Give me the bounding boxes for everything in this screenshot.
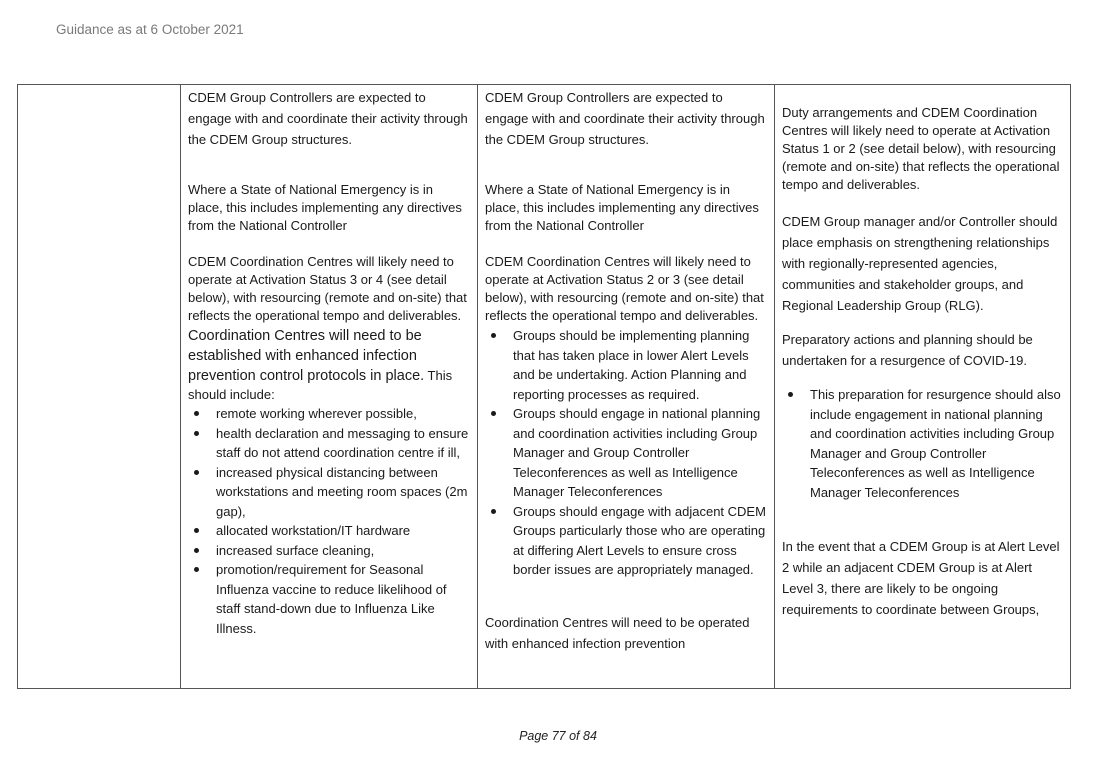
page-number: Page 77 of 84	[519, 729, 597, 743]
col2-paragraph-coordination-centres: Coordination Centres will need to be operated with enhanced infection prevention	[485, 614, 750, 651]
col2-paragraph-activation-status: CDEM Coordination Centres will likely need to operate at Activation Status 2 or 3 (see detail below), with resourcing (remote and on-site) that reflects the operational tempo and deliverables.	[485, 254, 764, 323]
table-column-alert-level-3	[478, 85, 775, 688]
col1-paragraph-national-emergency: Where a State of National Emergency is in place, this includes implementing any directives from the National Controller	[188, 182, 462, 233]
list-item: promotion/requirement for Seasonal Influenza vaccine to reduce likelihood of staff stand-down due to Influenza Like Illness.	[188, 560, 471, 638]
col2-paragraph-controllers: CDEM Group Controllers are expected to engage with and coordinate their activity through the CDEM Group structures.	[485, 90, 765, 147]
list-item: Groups should engage in national planning and coordination activities including Group Manager and Group Controller Teleconferences as well as Intelligence Manager Teleconferences	[485, 404, 768, 502]
list-item: allocated workstation/IT hardware	[188, 521, 471, 541]
col1-paragraph-activation-status: CDEM Coordination Centres will likely need to operate at Activation Status 3 or 4 (see detail below), with resourcing (remote and on-site) that reflects the operational tempo and deliverables.	[188, 254, 467, 323]
col3-paragraph-preparatory: Preparatory actions and planning should be undertaken for a resurgence of COVID-19.	[782, 332, 1033, 368]
list-item: increased surface cleaning,	[188, 541, 471, 561]
guidance-table	[17, 84, 1071, 689]
col2-bullet-list	[485, 326, 768, 580]
col3-paragraph-relationships: CDEM Group manager and/or Controller should place emphasis on strengthening relationships with regionally-represented agencies, communities and stakeholder groups, and Regional Leadership Group (RLG).	[782, 214, 1058, 313]
list-item: This preparation for resurgence should also include engagement in national planning and coordination activities including Group Manager and Group Controller Teleconferences as well as Intelligence Manager Teleconferences	[782, 385, 1062, 502]
col3-bullet-list	[782, 385, 1062, 502]
list-item: Groups should engage with adjacent CDEM Groups particularly those who are operating at differing Alert Levels to ensure cross border issues are appropriately managed.	[485, 502, 768, 580]
col1-paragraph-coordination-centres	[188, 326, 471, 404]
col3-paragraph-alert-level: In the event that a CDEM Group is at Alert Level 2 while an adjacent CDEM Group is at Alert Level 3, there are likely to be ongoing requirements to coordinate between Groups,	[782, 539, 1060, 617]
table-column-label	[18, 85, 181, 688]
page-header: Guidance as at 6 October 2021	[56, 22, 244, 37]
list-item: remote working wherever possible,	[188, 404, 471, 424]
list-item: increased physical distancing between workstations and meeting room spaces (2m gap),	[188, 463, 471, 522]
table-column-alert-level-2	[775, 85, 1070, 688]
col1-coordination-small-text: This should include:	[188, 368, 453, 402]
col1-bullet-list	[188, 404, 471, 638]
col3-paragraph-duty-arrangements: Duty arrangements and CDEM Coordination Centres will likely need to operate at Activation Status 1 or 2 (see detail below), with resourcing (remote and on-site) that reflects the operational tempo and deliverables.	[782, 105, 1060, 192]
table-column-alert-level-4	[181, 85, 478, 688]
list-item: health declaration and messaging to ensure staff do not attend coordination centre if ill,	[188, 424, 471, 463]
col1-coordination-large-text: Coordination Centres will need to be established with enhanced infection prevention control protocols in place.	[188, 328, 425, 384]
col2-paragraph-national-emergency: Where a State of National Emergency is in place, this includes implementing any directives from the National Controller	[485, 182, 759, 233]
col1-paragraph-controllers: CDEM Group Controllers are expected to engage with and coordinate their activity through the CDEM Group structures.	[188, 90, 468, 147]
list-item: Groups should be implementing planning that has taken place in lower Alert Levels and be undertaking. Action Planning and reporting processes as required.	[485, 326, 768, 404]
